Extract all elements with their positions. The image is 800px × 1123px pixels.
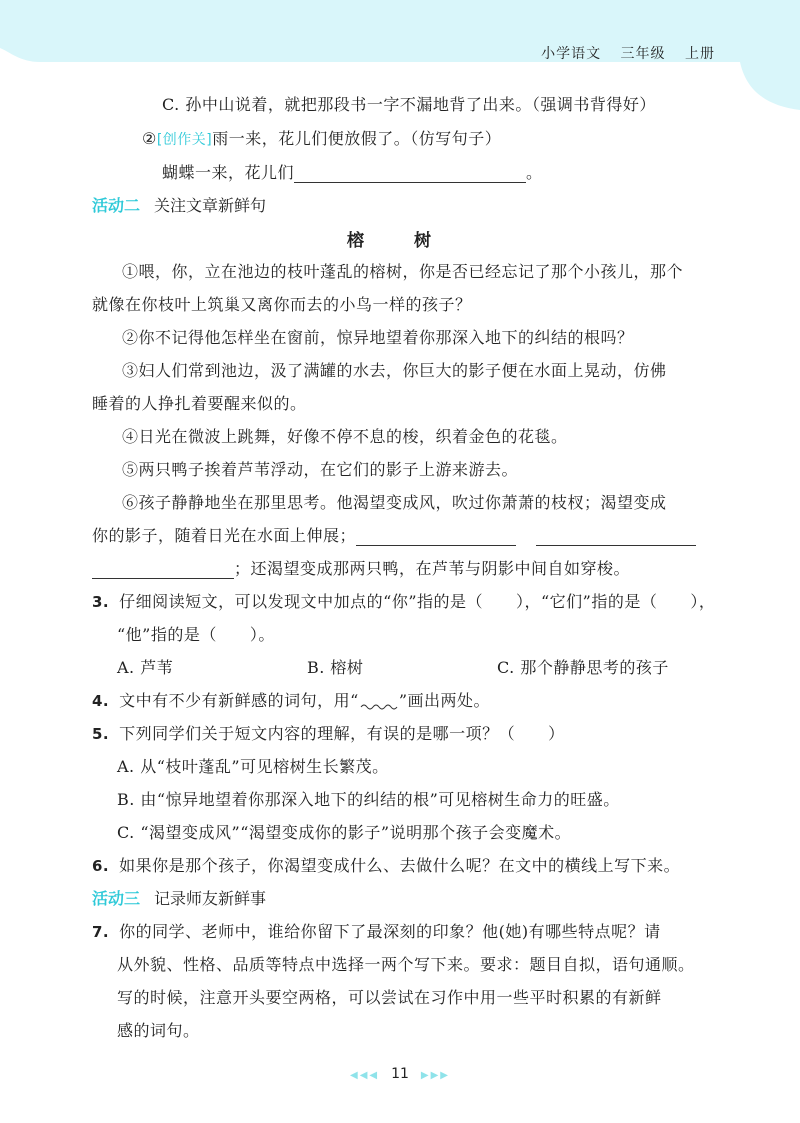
- q2-number: ②: [142, 129, 157, 148]
- question-7-line-1: [92, 919, 661, 942]
- question-3-line-1: [92, 589, 715, 612]
- q4-post: ”画出两处。: [398, 691, 491, 710]
- q4-number: 4.: [92, 692, 110, 710]
- q2-answer-blank[interactable]: [294, 164, 526, 183]
- article-p4: ④日光在微波上跳舞，好像不停不息的梭，织着金色的花毯。: [122, 427, 568, 446]
- q2-tag: [创作关]: [156, 132, 213, 148]
- question-4-line: [92, 688, 490, 711]
- answer-blank-3[interactable]: [92, 560, 234, 579]
- q3-text-a: 仔细阅读短文，可以发现文中加点的“你”指的是（ ），“它们”指的是（ ），: [119, 592, 716, 611]
- option-c-line: C. 孙中山说着，就把那段书一字不漏地背了出来。（强调书背得好）: [162, 95, 656, 114]
- question-7-line-3: 写的时候，注意开头要空两格，可以尝试在习作中用一些平时积累的有新鲜: [117, 988, 662, 1007]
- article-p6b: 你的影子，随着日光在水面上伸展；: [92, 526, 357, 545]
- activity-2-tag: 活动二: [92, 196, 141, 215]
- q2-text: 雨一来，花儿们便放假了。（仿写句子）: [212, 129, 502, 148]
- q2-end: 。: [526, 163, 543, 182]
- activity-3-title: 记录师友新鲜事: [154, 889, 267, 908]
- article-title: 榕 树: [347, 231, 453, 251]
- article-p6a: ⑥孩子静静地坐在那里思考。他渴望变成风，吹过你萧萧的枝杈；渴望变成: [122, 493, 667, 512]
- question-3-line-2: “他”指的是（ ）。: [117, 625, 275, 644]
- question-7-line-4: 感的词句。: [117, 1021, 200, 1040]
- footer-right-arrows: ▶▶▶: [420, 1070, 450, 1081]
- article-p6c: ；还渴望变成那两只鸭，在芦苇与阴影中间自如穿梭。: [234, 559, 631, 578]
- article-p6b-line: [92, 523, 696, 546]
- page-number: 11: [391, 1066, 409, 1082]
- q5-option-a[interactable]: A. 从“枝叶蓬乱”可见榕树生长繁茂。: [117, 757, 389, 776]
- q2-prompt: 蝴蝶一来，花儿们: [162, 163, 295, 182]
- question-7-line-2: 从外貌、性格、品质等特点中选择一两个写下来。要求：题目自拟，语句通顺。: [117, 955, 695, 974]
- activity-3-tag: 活动三: [92, 889, 141, 908]
- header-volume: 上册: [685, 46, 715, 62]
- q3-option-c[interactable]: C. 那个静静思考的孩子: [497, 658, 669, 677]
- article-p1b: 就像在你枝叶上筑巢又离你而去的小鸟一样的孩子？: [92, 295, 472, 314]
- question-2-line: [142, 126, 501, 149]
- q6-number: 6.: [92, 857, 110, 875]
- article-p6c-line: [92, 556, 630, 579]
- q5-option-c[interactable]: C. “渴望变成风”“渴望变成你的影子”说明那个孩子会变魔术。: [117, 823, 572, 842]
- footer-left-arrows: ◀◀◀: [350, 1070, 380, 1081]
- q4-pre: 文中有不少有新鲜感的词句，用“: [119, 691, 359, 710]
- header-grade: 三年级: [620, 46, 666, 62]
- wavy-line-icon: [359, 693, 399, 711]
- activity-3-heading: [92, 886, 266, 909]
- header-info: [527, 43, 715, 63]
- q5-number: 5.: [92, 725, 110, 743]
- q5-text: 下列同学们关于短文内容的理解，有误的是哪一项？（ ）: [119, 724, 565, 743]
- article-p3b: 睡着的人挣扎着要醒来似的。: [92, 394, 307, 413]
- article-p5: ⑤两只鸭子挨着芦苇浮动，在它们的影子上游来游去。: [122, 460, 519, 479]
- question-5-line: [92, 721, 565, 744]
- header-subject: 小学语文: [541, 46, 602, 62]
- q7-text-1: 你的同学、老师中，谁给你留下了最深刻的印象？他(她)有哪些特点呢？请: [119, 922, 661, 941]
- answer-blank-1[interactable]: [356, 527, 516, 546]
- article-p3a: ③妇人们常到池边，汲了满罐的水去，你巨大的影子便在水面上晃动，仿佛: [122, 361, 667, 380]
- q5-option-b[interactable]: B. 由“惊异地望着你那深入地下的纠结的根”可见榕树生命力的旺盛。: [117, 790, 620, 809]
- answer-blank-2[interactable]: [536, 527, 696, 546]
- q3-option-a[interactable]: A. 芦苇: [117, 658, 174, 677]
- page-footer: [0, 1066, 800, 1082]
- question-6-line: [92, 853, 680, 876]
- q6-text: 如果你是那个孩子，你渴望变成什么、去做什么呢？在文中的横线上写下来。: [119, 856, 681, 875]
- article-p1a: ①喂，你，立在池边的枝叶蓬乱的榕树，你是否已经忘记了那个小孩儿，那个: [122, 262, 684, 281]
- q2-answer-line: [162, 160, 543, 183]
- article-p2: ②你不记得他怎样坐在窗前，惊异地望着你那深入地下的纠结的根吗？: [122, 328, 634, 347]
- activity-2-title: 关注文章新鲜句: [154, 196, 267, 215]
- q3-number: 3.: [92, 593, 110, 611]
- q7-number: 7.: [92, 923, 110, 941]
- activity-2-heading: [92, 193, 266, 216]
- q3-option-b[interactable]: B. 榕树: [307, 658, 364, 677]
